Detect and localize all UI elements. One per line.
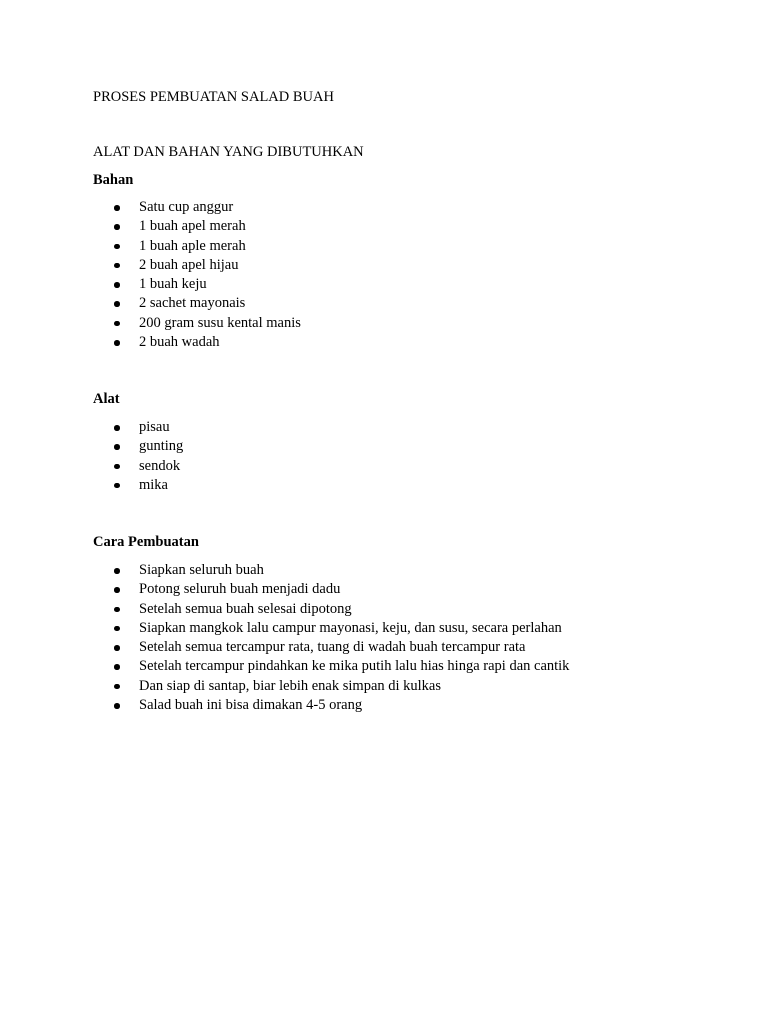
bahan-heading: Bahan (93, 172, 134, 188)
bullet-icon (114, 568, 120, 574)
bullet-icon (114, 205, 120, 211)
bullet-icon (114, 282, 120, 288)
bullet-icon (114, 626, 120, 632)
bullet-icon (114, 607, 120, 613)
bullet-icon (114, 587, 120, 593)
bullet-icon (114, 425, 120, 431)
bullet-icon (114, 340, 120, 346)
document-page: PROSES PEMBUATAN SALAD BUAH ALAT DAN BAHAN YANG DIBUTUHKAN Bahan Satu cup anggur 1 buah apel merah 1 buah aple merah 2 buah apel hijau 1 buah keju 2 sachet mayonais 200 gram susu kental manis 2 buah wadah Alat pisau gunting sendok mika Cara Pembuatan Siapkan seluruh buah Potong seluruh buah menjadi dadu Setelah semua buah selesai dipotong Siapkan mangkok lalu campur mayonasi, keju, dan susu, secara perlahan Setelah semua tercampur rata, tuang di wadah buah tercampur rata Setelah tercampur pindahkan ke mika putih lalu hias hinga rapi dan cantik Dan siap di santap, biar lebih enak simpan di kulkas Salad buah ini bisa dimakan 4-5 orang (93, 89, 570, 714)
document-subtitle: ALAT DAN BAHAN YANG DIBUTUHKAN (93, 144, 364, 160)
bullet-icon (114, 244, 120, 250)
document-title: PROSES PEMBUATAN SALAD BUAH (93, 89, 334, 105)
bullet-icon (114, 224, 120, 230)
bullet-icon (114, 464, 120, 470)
bullet-icon (114, 321, 120, 327)
bullet-icon (114, 444, 120, 450)
bullet-icon (114, 483, 120, 489)
cara-heading: Cara Pembuatan (93, 534, 199, 550)
bullet-icon (114, 645, 120, 651)
bullet-icon (114, 301, 120, 307)
alat-heading: Alat (93, 391, 120, 407)
bullet-icon (114, 263, 120, 269)
bullet-icon (114, 664, 120, 670)
bullet-icon (114, 703, 120, 709)
bullet-icon (114, 684, 120, 690)
